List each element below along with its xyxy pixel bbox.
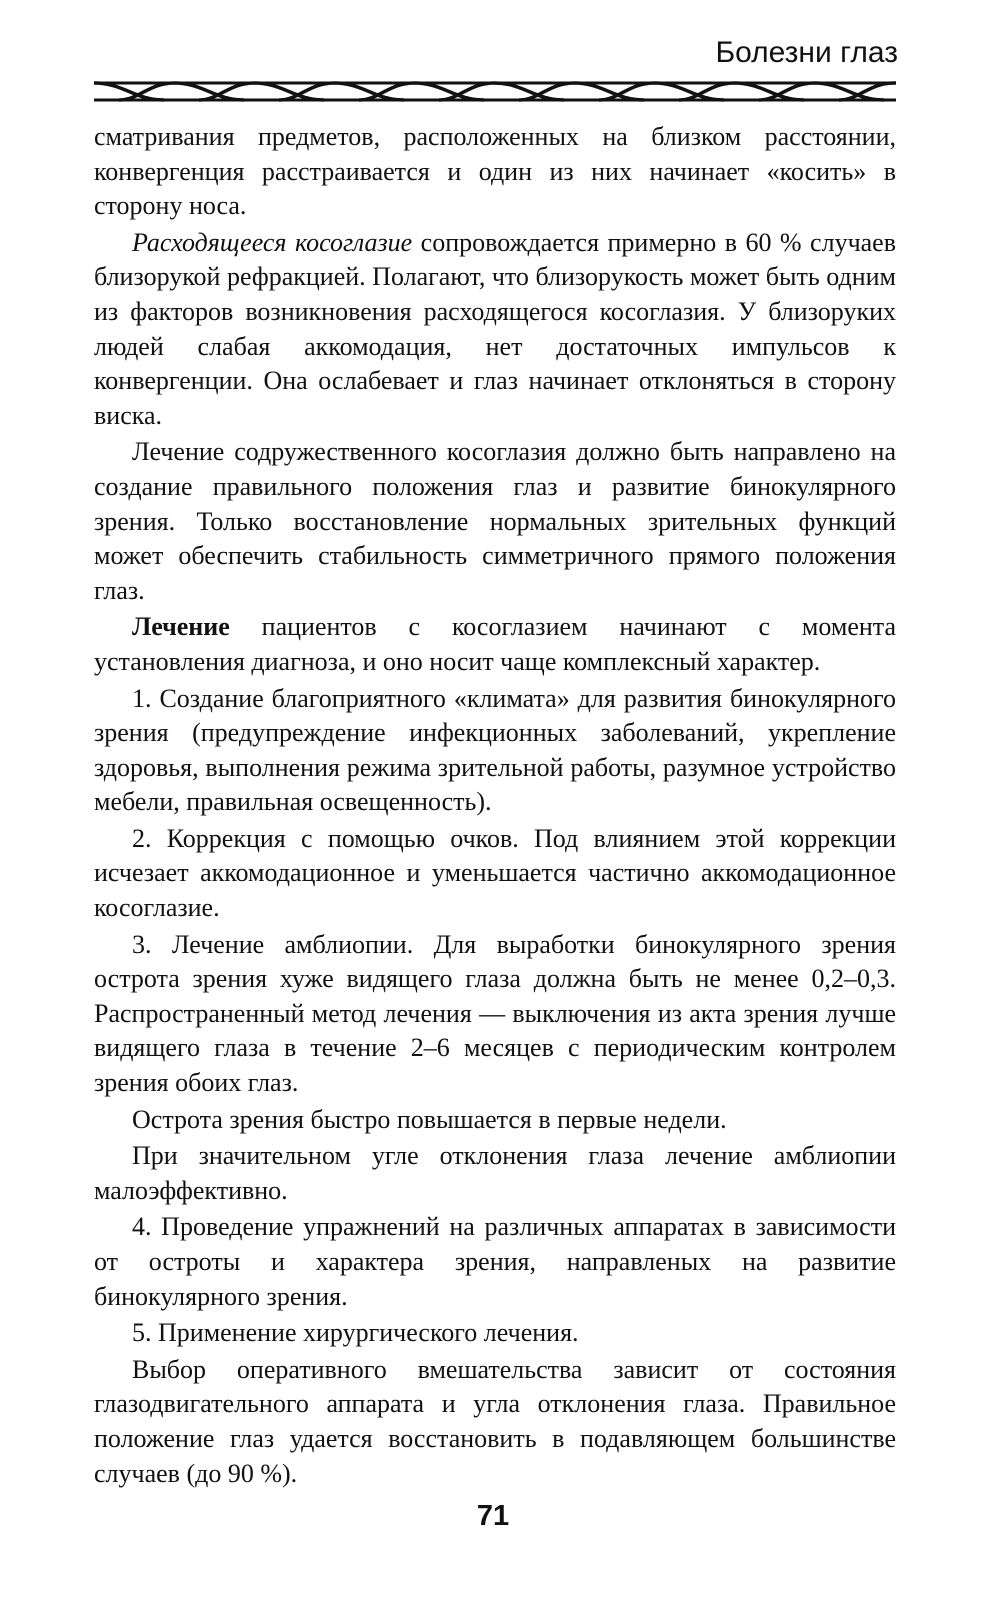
header-ornament-divider	[94, 76, 896, 106]
body-text	[94, 120, 896, 1493]
list-item-5: 5. Применение хирургического лечения.	[132, 1318, 579, 1348]
page-number: 71	[476, 1500, 510, 1532]
ornament-motif	[334, 83, 414, 100]
ornament-motif	[254, 83, 334, 100]
list-item-4: 4. Проведение упражнений на различных аппаратах в зависимости от остроты и характера зрения, направленых на развитие бинокулярного зрения.	[94, 1212, 896, 1311]
paragraph: Лечение содружественного косоглазия должно быть направлено на создание правильного положения глаз и развитие бинокулярного зрения. Только восстановление нормальных зрительных функций может обеспечить стабильность симметричного прямого положения глаз.	[94, 437, 896, 605]
list-item-2: 2. Коррекция с помощью очков. Под влиянием этой коррекции исчезает аккомодационное и уменьшается частично аккомодационное косоглазие.	[94, 823, 896, 923]
ornament-motif	[174, 83, 254, 100]
bold-term: Лечение	[132, 612, 230, 642]
ornament-motif	[894, 83, 896, 100]
paragraph: Выбор оперативного вмешательства зависит от состояния глазодвигательного аппарата и угла отклонения глаза. Правильное положение глаз удается восстановить в подавляющем большинстве случаев (до 90 %).	[94, 1354, 896, 1488]
paragraph: Острота зрения быстро повышается в первые недели.	[132, 1104, 727, 1134]
ornament-motif	[654, 83, 734, 100]
paragraph-continued: сматривания предметов, расположенных на близком расстоянии, конвергенция расстраивается и один из них начинает «косить» в сторону носа.	[94, 122, 896, 221]
ornament-motif	[414, 83, 494, 100]
ornament-motif	[494, 83, 574, 100]
paragraph: При значительном угле отклонения глаза лечение амблиопии малоэффективно.	[94, 1141, 896, 1205]
ornament-motif	[574, 83, 654, 100]
paragraph-treatment: Лечение пациентов с косоглазием начинают с момента установления диагноза, и оно носит чаще комплексный характер.	[94, 612, 896, 676]
italic-term: Расходящееся косоглазие	[132, 227, 413, 257]
ornament-motif	[734, 83, 814, 100]
ornament-motif	[814, 83, 894, 100]
paragraph-divergent-strabismus: Расходящееся косоглазие сопровождается примерно в 60 % случаев близорукой рефракцией. Полагают, что близорукость может быть одним из факторов возникновения расходящегося косоглазия. У близоруких людей слабая аккомодация, нет достаточных импульсов к конвергенции. Она ослабевает и глаз начинает отклоняться в сторону виска.	[94, 227, 897, 430]
ornament-motif	[94, 83, 174, 100]
list-item-3: 3. Лечение амблиопии. Для выработки бинокулярного зрения острота зрения хуже видящего глаза должна быть не менее 0,2–0,3. Распространенный метод лечения — выключения из акта зрения лучше видящего глаза в течение 2–6 месяцев с периодическим контролем зрения обоих глаз.	[94, 929, 896, 1098]
running-header-title: Болезни глаз	[715, 36, 898, 69]
list-item-1: 1. Создание благоприятного «климата» для развития бинокулярного зрения (предупреждение инфекционных заболеваний, укрепление здоровья, выполнения режима зрительной работы, разумное устройство мебели, правильная освещенность).	[94, 683, 896, 817]
